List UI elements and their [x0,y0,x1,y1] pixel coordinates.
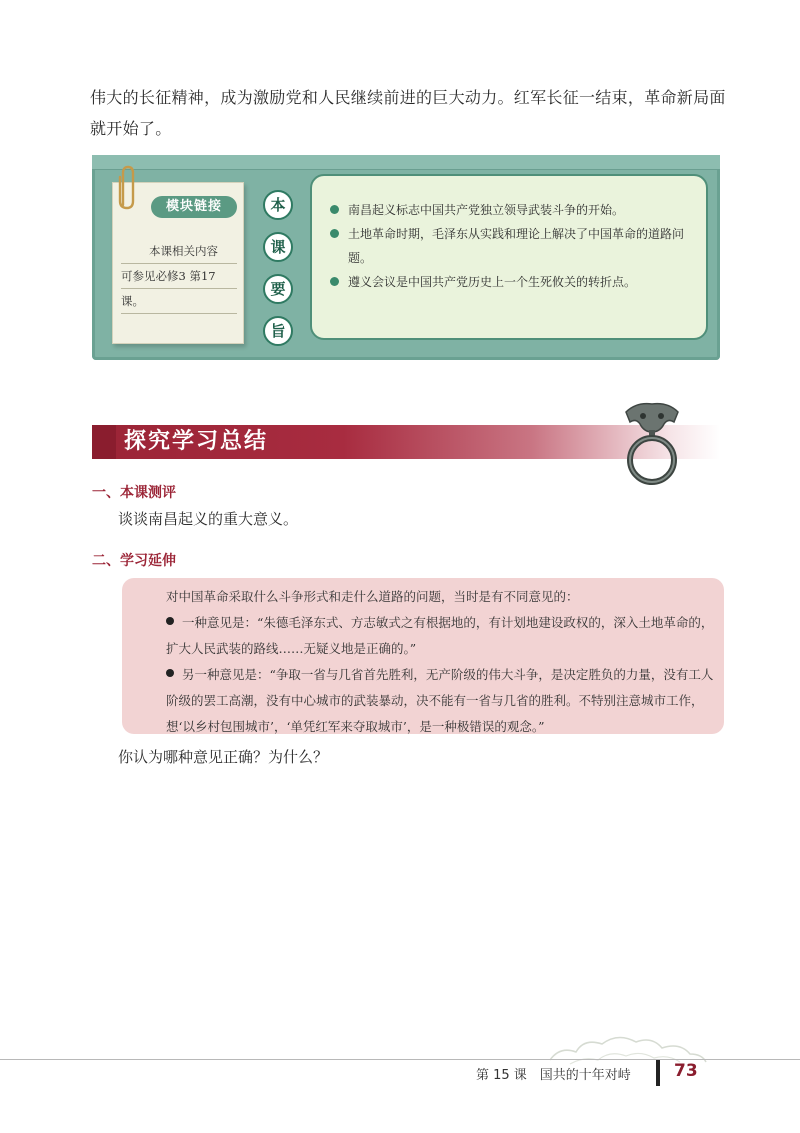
intro-paragraph [90,82,730,144]
module-link-line-3: 课。 [121,289,237,314]
module-link-body [121,239,237,314]
bullet-icon [166,617,174,625]
module-link-line-1: 本课相关内容 [121,239,237,264]
footer-lesson-title: 第 15 课 国共的十年对峙 [476,1068,631,1083]
door-knocker-icon [612,398,692,488]
quote-b [140,662,714,740]
key-label-char-1: 本 [263,190,293,220]
quote-text [140,584,714,740]
key-point-item [330,222,692,270]
key-point-item [330,270,692,294]
part1-body: 谈谈南昌起义的重大意义。 [118,510,299,528]
panel-top-strip [92,155,720,170]
key-point-text: 遵义会议是中国共产党历史上一个生死攸关的转折点。 [348,275,637,289]
quote-a [140,610,714,662]
key-point-text: 南昌起义标志中国共产党独立领导武装斗争的开始。 [348,203,625,217]
quote-intro: 对中国革命采取什么斗争形式和走什么道路的问题，当时是有不同意见的： [166,589,579,604]
key-points-box [310,174,708,340]
section-header-block [92,425,116,459]
key-points-label [263,190,293,358]
intro-line-1: 伟大的长征精神，成为激励党和人民继续前进的巨大动力。红军长征一结束，革命新局面 [90,88,726,107]
key-points-list [312,176,706,294]
quote-box [122,578,724,734]
discussion-question: 你认为哪种意见正确？为什么？ [118,748,329,766]
part1-heading: 一、本课测评 [92,485,176,501]
quote-a-text: 一种意见是：“朱德毛泽东式、方志敏式之有根据地的，有计划地建设政权的，深入土地革命的，扩大人民武装的路线……无疑义地是正确的。” [166,615,714,656]
module-link-badge [151,196,237,218]
paperclip-icon [115,165,139,211]
bullet-icon [330,277,339,286]
key-point-text: 土地革命时期，毛泽东从实践和理论上解决了中国革命的道路问题。 [348,227,685,265]
page-number: 73 [674,1061,698,1081]
bullet-icon [330,205,339,214]
module-link-line-2: 可参见必修3 第17 [121,264,237,289]
key-label-char-4: 旨 [263,316,293,346]
key-label-char-2: 课 [263,232,293,262]
footer-rule [0,1059,800,1060]
quote-b-text: 另一种意见是：“争取一省与几省首先胜利，无产阶级的伟大斗争，是决定胜负的力量，没有工人阶级的罢工高潮，没有中心城市的武装暴动，决不能有一省与几省的胜利。不特别注意城市工作，想‘以乡村包围城市’，‘单凭红军来夺取城市’，是一种极错误的观念。” [166,667,714,734]
key-point-item [330,198,692,222]
bullet-icon [330,229,339,238]
part2-heading: 二、学习延伸 [92,553,176,569]
module-link-title: 模块链接 [165,199,222,214]
intro-line-2: 就开始了。 [90,119,172,138]
footer-separator [656,1060,660,1086]
section-title: 探究学习总结 [124,429,269,454]
bullet-icon [166,669,174,677]
key-label-char-3: 要 [263,274,293,304]
